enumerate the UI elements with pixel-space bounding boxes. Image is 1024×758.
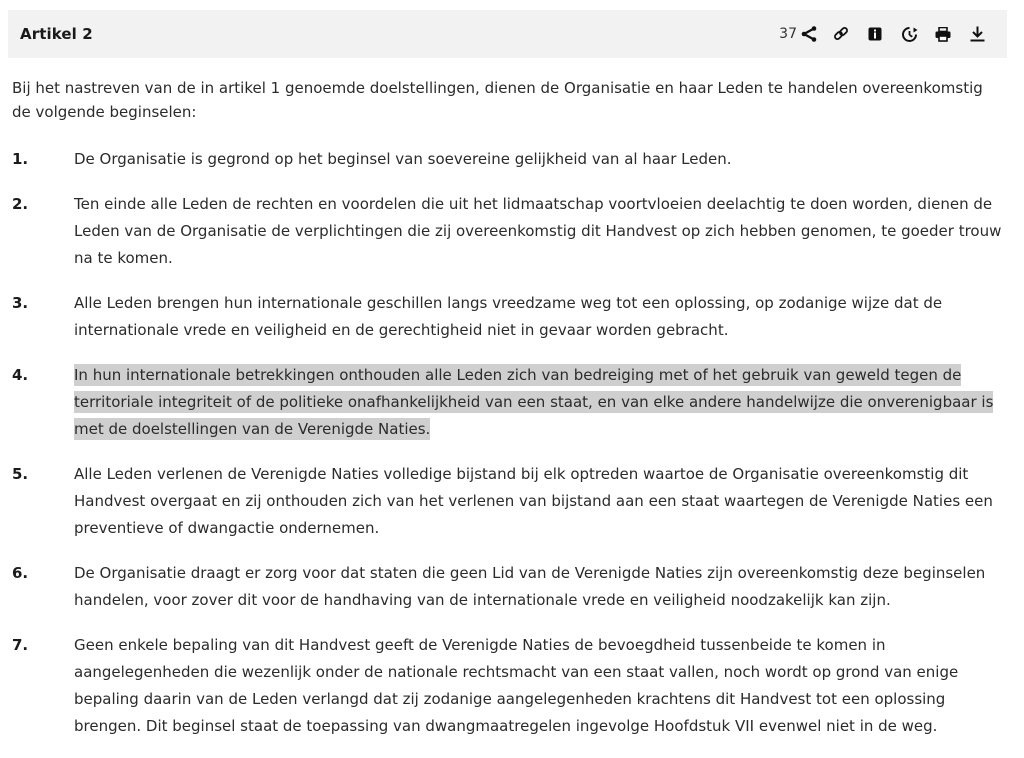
list-item bbox=[12, 632, 1012, 740]
info-icon bbox=[868, 27, 882, 41]
print-button[interactable] bbox=[931, 22, 955, 46]
article-title: Artikel 2 bbox=[20, 25, 93, 43]
list-item bbox=[12, 191, 1012, 272]
list-item-text: De Organisatie is gegrond op het beginsel van soevereine gelijkheid van al haar Leden. bbox=[74, 150, 732, 168]
share-button[interactable] bbox=[799, 22, 819, 46]
link-icon bbox=[833, 26, 849, 42]
list-item-number: 1. bbox=[12, 150, 29, 168]
list-item-text: De Organisatie draagt er zorg voor dat staten die geen Lid van de Verenigde Naties zijn overeenkomstig deze beginselen handelen, voor zover dit voor de handhaving van de internationale vrede en veiligheid noodzakelijk kan zijn. bbox=[74, 564, 986, 609]
download-button[interactable] bbox=[965, 22, 989, 46]
history-icon bbox=[901, 26, 918, 43]
article-header bbox=[8, 10, 1007, 58]
download-icon bbox=[970, 26, 985, 42]
print-icon bbox=[935, 27, 951, 42]
share-icon bbox=[801, 26, 817, 42]
article-list bbox=[12, 146, 1012, 758]
list-item bbox=[12, 560, 1012, 614]
list-item-text: Alle Leden brengen hun internationale geschillen langs vreedzame weg tot een oplossing, op zodanige wijze dat de internationale vrede en veiligheid en de gerechtigheid niet in gevaar worden gebracht. bbox=[74, 294, 943, 339]
text-highlight[interactable]: In hun internationale betrekkingen onthouden alle Leden zich van bedreiging met of het gebruik van geweld tegen de territoriale integriteit of de politieke onafhankelijkheid van een staat, en van elke andere handelwijze die onverenigbaar is met de doelstellingen van de Verenigde Naties. bbox=[74, 366, 994, 438]
list-item-number: 4. bbox=[12, 366, 29, 384]
list-item bbox=[12, 461, 1012, 542]
list-item-highlighted bbox=[12, 362, 1012, 443]
list-item-text: Alle Leden verlenen de Verenigde Naties volledige bijstand bij elk optreden waartoe de Organisatie overeenkomstig dit Handvest overgaat en zij onthouden zich van het verlenen van bijstand aan een staat waartegen de Verenigde Naties een preventieve of dwangactie ondernemen. bbox=[74, 465, 993, 537]
list-item-text bbox=[74, 362, 1012, 443]
list-item-number: 7. bbox=[12, 636, 29, 654]
article-intro: Bij het nastreven van de in artikel 1 genoemde doelstellingen, dienen de Organisatie en haar Leden te handelen overeenkomstig de volgende beginselen: bbox=[12, 79, 983, 121]
list-item bbox=[12, 290, 1012, 344]
list-item-text: Geen enkele bepaling van dit Handvest geeft de Verenigde Naties de bevoegdheid tussenbeide te komen in aangelegenheden die wezenlijk onder de nationale rechtsmacht van een staat vallen, noch wordt op grond van enige bepaling daarin van de Leden verlangd dat zij zodanige aangelegenheden krachtens dit Handvest tot een oplossing brengen. Dit beginsel staat de toepassing van dwangmaatregelen ingevolge Hoofdstuk VII evenwel niet in de weg. bbox=[74, 636, 959, 735]
list-item-number: 5. bbox=[12, 465, 29, 483]
list-item-number: 6. bbox=[12, 564, 29, 582]
list-item-number: 3. bbox=[12, 294, 29, 312]
history-button[interactable] bbox=[897, 22, 921, 46]
list-item bbox=[12, 146, 1012, 173]
link-button[interactable] bbox=[829, 22, 853, 46]
list-item-number: 2. bbox=[12, 195, 29, 213]
article-toolbar bbox=[779, 22, 989, 46]
info-button[interactable] bbox=[863, 22, 887, 46]
share-count: 37 bbox=[779, 26, 797, 42]
list-item-text: Ten einde alle Leden de rechten en voordelen die uit het lidmaatschap voortvloeien deelachtig te doen worden, dienen de Leden van de Organisatie de verplichtingen die zij overeenkomstig dit Handvest op zich hebben genomen, te goeder trouw na te komen. bbox=[74, 195, 1002, 267]
